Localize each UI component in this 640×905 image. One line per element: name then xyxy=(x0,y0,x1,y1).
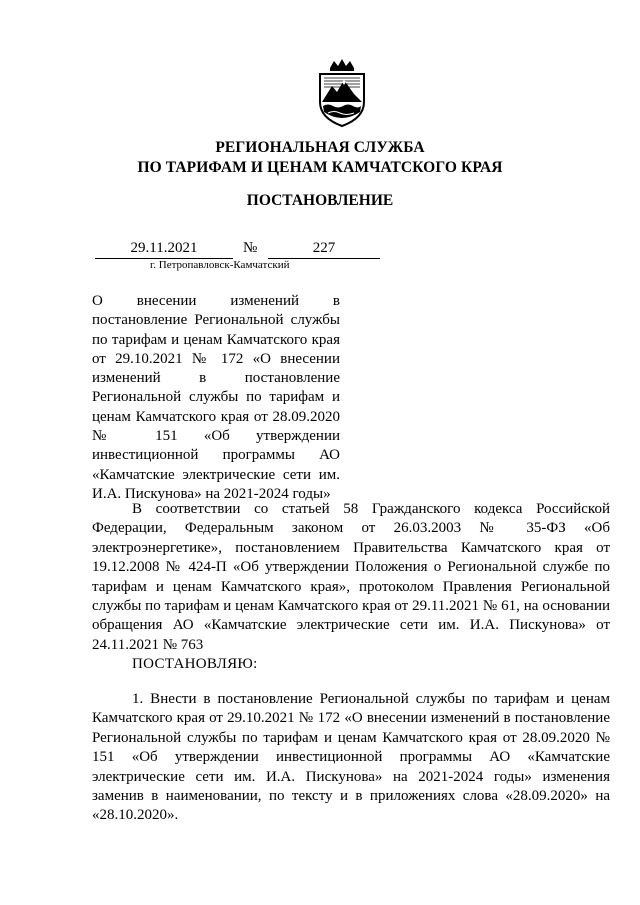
issue-city: г. Петропавловск-Камчатский xyxy=(150,259,290,271)
org-title-line2: ПО ТАРИФАМ И ЦЕНАМ КАМЧАТСКОГО КРАЯ xyxy=(137,159,503,176)
document-date: 29.11.2021 xyxy=(95,238,233,259)
org-title-line1: РЕГИОНАЛЬНАЯ СЛУЖБА xyxy=(215,139,425,156)
document-number: 227 xyxy=(268,238,380,259)
document-type-heading: ПОСТАНОВЛЕНИЕ xyxy=(246,192,394,209)
item-1-paragraph: 1. Внести в постановление Региональной службы по тарифам и ценам Камчатского края от 29.10.2021 № 172 «О внесении изменений в постановление Региональной службы по тарифам и ценам Камчатского края от 28.09.2020 № 151 «Об утверждении инвестиционной программы АО «Камчатские электрические сети им. И.А. Пискунова» на 2021-2024 годы» изменения заменив в наименовании, по тексту и в приложениях слова «28.09.2020» на «28.10.2020». xyxy=(92,691,610,824)
number-sign: № xyxy=(243,240,258,256)
preamble-paragraph: В соответствии со статьей 58 Гражданского кодекса Российской Федерации, Федеральным законом от 26.03.2003 № 35-ФЗ «Об электроэнергетике», постановлением Правительства Камчатского края от 19.12.2008 № 424-П «Об утверждении Положения о Региональной службе по тарифам и ценам Камчатского края», протоколом Правления Региональной службы по тарифам и ценам Камчатского края от 29.11.2021 № 61, на основании обращения АО «Камчатские электрические сети им. И.А. Пискунова» от 24.11.2021 № 763 xyxy=(92,501,610,653)
resolve-heading: ПОСТАНОВЛЯЮ: xyxy=(132,656,258,672)
document-subject: О внесении изменений в постановление Региональной службы по тарифам и ценам Камчатского края от 29.10.2021 № 172 «О внесении изменений в постановление Региональной службы по тарифам и ценам Камчатского края от 28.09.2020 № 151 «Об утверждении инвестиционной программы АО «Камчатские электрические сети им. И.А. Пискунова» на 2021-2024 годы» xyxy=(92,293,340,502)
kamchatka-coat-of-arms-icon xyxy=(316,58,368,128)
